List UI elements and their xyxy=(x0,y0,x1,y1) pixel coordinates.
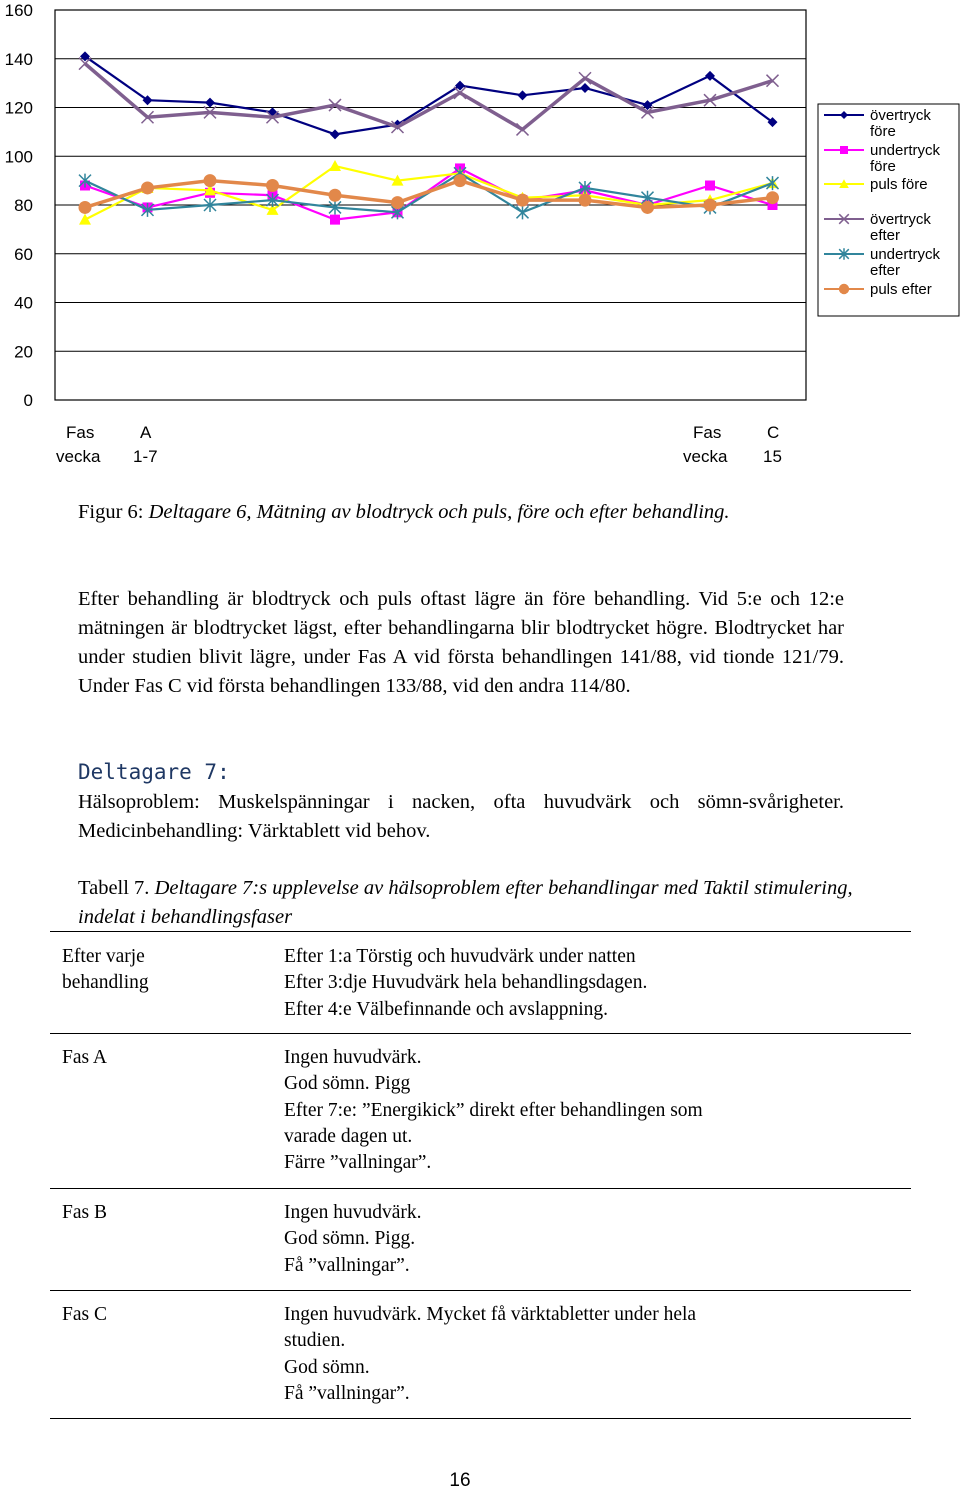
row-label-line: Fas B xyxy=(62,1202,107,1223)
row-label-line: Fas C xyxy=(62,1304,107,1325)
data-point-circle xyxy=(704,199,717,212)
row-text-line: Ingen huvudvärk. xyxy=(284,1202,422,1223)
row-text-line: Efter 3:dje Huvudvärk hela behandlingsdagen. xyxy=(284,972,648,994)
x-annotation-value1: C xyxy=(767,423,780,442)
x-annotation-left xyxy=(56,423,158,466)
y-tick-label: 20 xyxy=(14,342,33,362)
table-rule xyxy=(50,1033,911,1034)
y-tick-label: 100 xyxy=(4,147,33,167)
row-text-line: varade dagen ut. xyxy=(284,1125,413,1147)
line-chart xyxy=(0,0,960,475)
table-row-label xyxy=(62,1045,262,1071)
legend-label: övertryck xyxy=(870,211,931,228)
row-text-line: Efter 7:e: ”Energikick” direkt efter behandlingen som xyxy=(284,1099,703,1121)
row-text-line: Efter 4:e Välbefinnande och avslappning. xyxy=(284,998,608,1020)
row-text-line: Efter 1:a Törstig och huvudvärk under natten xyxy=(284,946,636,967)
x-annotation-right xyxy=(683,423,782,466)
row-text-line: God sömn. Pigg. xyxy=(284,1228,416,1250)
row-text-line: Ingen huvudvärk. xyxy=(284,1047,422,1068)
y-tick-label: 120 xyxy=(4,98,33,118)
table-row-label xyxy=(62,944,262,997)
table-row-label xyxy=(62,1200,262,1226)
table-rule xyxy=(50,931,911,932)
x-annotation-label2: vecka xyxy=(683,447,728,466)
row-label-line: Efter varje xyxy=(62,946,145,967)
x-annotation-value1: A xyxy=(140,423,152,442)
table-rule xyxy=(50,1290,911,1291)
table-rule xyxy=(50,1418,911,1419)
x-annotation-label1: Fas xyxy=(693,423,722,442)
row-text-line: Få ”vallningar”. xyxy=(284,1254,410,1276)
y-tick-label: 140 xyxy=(4,49,33,69)
legend-label: puls före xyxy=(870,176,928,193)
data-point-circle xyxy=(516,194,529,207)
x-annotation-label1: Fas xyxy=(66,423,95,442)
legend-label: före xyxy=(870,123,896,140)
page-number: 16 xyxy=(449,1470,471,1491)
data-point-circle xyxy=(454,174,467,187)
paragraph-results: Efter behandling är blodtryck och puls oftast lägre än före behandling. Vid 5:e och 12:e mätningen är blodtrycket lägst, efter behandlingarna blir blodtrycket högre. Blodtrycket har under studien blivit lägre, under Fas A vid första behandlingen 141/88, vid tionde 121/79. Under Fas C vid första behandlingen 133/88, vid den andra 114/80. xyxy=(78,588,844,697)
table-row-text xyxy=(284,1200,884,1279)
row-text-line: God sömn. Pigg xyxy=(284,1073,411,1095)
figure-caption-prefix: Figur 6: xyxy=(78,501,149,523)
y-tick-label: 160 xyxy=(4,1,33,20)
data-point-circle xyxy=(391,196,404,209)
data-point-circle xyxy=(766,191,779,204)
figure-caption xyxy=(78,498,844,527)
legend-label: undertryck xyxy=(870,246,941,263)
y-tick-label: 0 xyxy=(23,391,33,410)
legend-label: puls efter xyxy=(870,281,932,298)
y-tick-label: 60 xyxy=(14,244,33,264)
data-point-circle xyxy=(79,201,92,214)
table-caption-prefix: Tabell 7. xyxy=(78,877,155,899)
legend-label: efter xyxy=(870,227,901,244)
y-tick-label: 80 xyxy=(14,196,33,215)
row-text-line: God sömn. xyxy=(284,1356,370,1378)
data-point-square xyxy=(840,146,848,154)
row-label-line: Fas A xyxy=(62,1047,107,1068)
data-point-square xyxy=(705,181,715,191)
section-heading: Deltagare 7: xyxy=(78,760,230,784)
legend-label: före xyxy=(870,158,896,175)
legend-label: undertryck xyxy=(870,142,941,159)
data-point-circle xyxy=(579,194,592,207)
row-label-line: behandling xyxy=(62,972,149,994)
data-point-square xyxy=(330,215,340,225)
legend xyxy=(818,104,959,316)
data-point-circle xyxy=(141,181,154,194)
x-annotation-label2: vecka xyxy=(56,447,101,466)
table-rule xyxy=(50,1188,911,1189)
table-caption xyxy=(78,874,878,932)
table-row-text xyxy=(284,944,884,1023)
table-row-text xyxy=(284,1302,884,1407)
y-axis-tick-labels xyxy=(5,1,33,410)
health-problem-text: Hälsoproblem: Muskelspänningar i nacken, ofta huvudvärk och sömn-svårigheter. Medicinbehandling: Värktablett vid behov. xyxy=(78,791,844,842)
row-text-line: studien. xyxy=(284,1330,346,1352)
x-annotation-value2: 15 xyxy=(763,447,782,466)
data-point-circle xyxy=(266,179,279,192)
row-text-line: Få ”vallningar”. xyxy=(284,1382,410,1404)
row-text-line: Färre ”vallningar”. xyxy=(284,1152,432,1174)
y-tick-label: 40 xyxy=(14,293,33,313)
x-annotation-value2: 1-7 xyxy=(133,447,158,466)
table-row-label xyxy=(62,1302,262,1328)
data-point-circle xyxy=(329,189,342,202)
legend-label: övertryck xyxy=(870,107,931,124)
data-point-circle xyxy=(204,174,217,187)
table-caption-text: Deltagare 7:s upplevelse av hälsoproblem efter behandlingar med Taktil stimulering, indelat i behandlingsfaser xyxy=(78,877,853,928)
figure-caption-text: Deltagare 6, Mätning av blodtryck och puls, före och efter behandling. xyxy=(148,501,730,523)
legend-label: efter xyxy=(870,262,901,279)
data-point-circle xyxy=(641,201,654,214)
data-point-circle xyxy=(839,284,849,294)
row-text-line: Ingen huvudvärk. Mycket få värktabletter under hela xyxy=(284,1304,697,1325)
table-row-text xyxy=(284,1045,884,1176)
